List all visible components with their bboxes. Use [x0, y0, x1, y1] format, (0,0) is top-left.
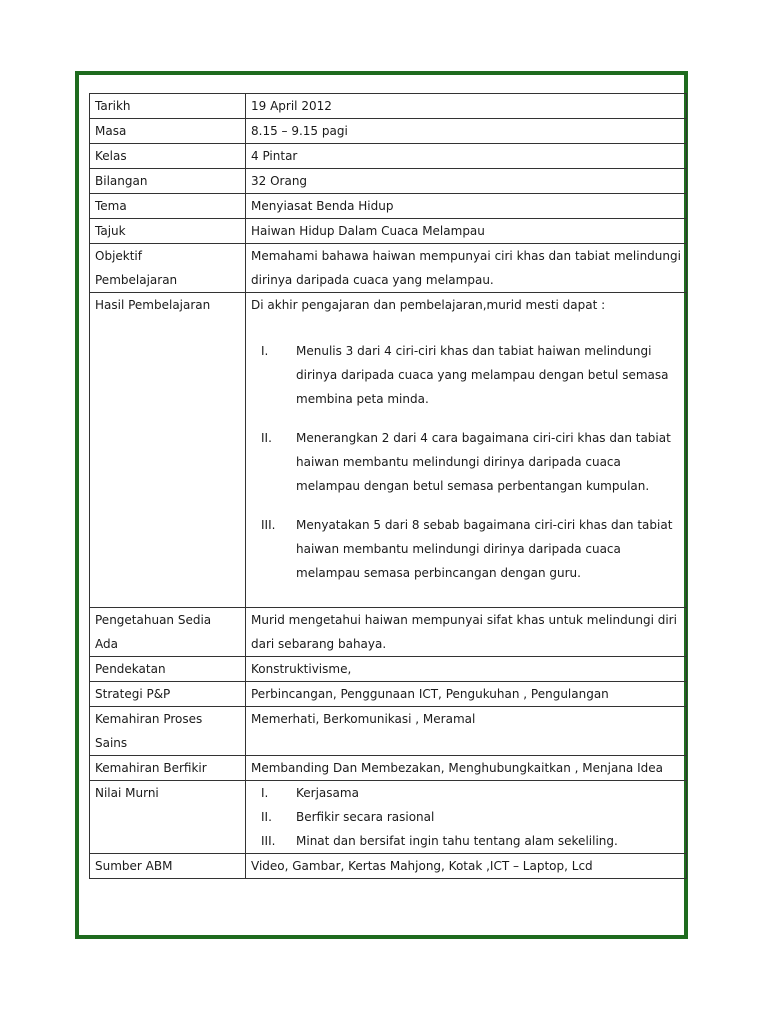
row-berfikir: [90, 756, 687, 781]
label-proses-line2: Sains: [95, 736, 128, 750]
label-berfikir: Kemahiran Berfikir: [90, 756, 246, 781]
row-hasil: [90, 293, 687, 608]
value-strategi: Perbincangan, Penggunaan ICT, Pengukuhan , Pengulangan: [246, 682, 687, 707]
label-proses-line1: Kemahiran Proses: [95, 712, 203, 726]
value-masa: 8.15 – 9.15 pagi: [246, 119, 687, 144]
label-objektif-line2: Pembelajaran: [95, 273, 178, 287]
list-number: III.: [261, 518, 276, 532]
label-objektif-line1: Objektif: [95, 249, 142, 263]
row-objektif: [90, 244, 687, 293]
value-tema: Menyiasat Benda Hidup: [246, 194, 687, 219]
value-hasil: [246, 293, 687, 608]
row-masa: [90, 119, 687, 144]
list-number: I.: [261, 786, 269, 800]
value-pengetahuan: Murid mengetahui haiwan mempunyai sifat khas untuk melindungi diri dari sebarang bahaya.: [246, 608, 687, 657]
list-text: Menerangkan 2 dari 4 cara bagaimana ciri-ciri khas dan tabiat haiwan membantu melindungi dirinya daripada cuaca melampau dengan betul semasa perbentangan kumpulan.: [296, 431, 671, 493]
value-proses: Memerhati, Berkomunikasi , Meramal: [246, 707, 687, 756]
value-berfikir: Membanding Dan Membezakan, Menghubungkaitkan , Menjana Idea: [246, 756, 687, 781]
list-number: II.: [261, 431, 272, 445]
list-number: I.: [261, 344, 269, 358]
row-kelas: [90, 144, 687, 169]
label-sumber: Sumber ABM: [90, 854, 246, 879]
label-nilai: Nilai Murni: [90, 781, 246, 854]
label-bilangan: Bilangan: [90, 169, 246, 194]
value-kelas: 4 Pintar: [246, 144, 687, 169]
value-tajuk: Haiwan Hidup Dalam Cuaca Melampau: [246, 219, 687, 244]
row-tarikh: [90, 94, 687, 119]
list-text: Berfikir secara rasional: [296, 810, 435, 824]
label-hasil: Hasil Pembelajaran: [90, 293, 246, 608]
row-bilangan: [90, 169, 687, 194]
value-pendekatan: Konstruktivisme,: [246, 657, 687, 682]
list-item: [251, 829, 682, 853]
label-tarikh: Tarikh: [90, 94, 246, 119]
list-number: II.: [261, 810, 272, 824]
label-pengetahuan: [90, 608, 246, 657]
value-sumber: Video, Gambar, Kertas Mahjong, Kotak ,ICT – Laptop, Lcd: [246, 854, 687, 879]
label-tema: Tema: [90, 194, 246, 219]
row-strategi: [90, 682, 687, 707]
list-text: Kerjasama: [296, 786, 359, 800]
row-sumber: [90, 854, 687, 879]
list-text: Menyatakan 5 dari 8 sebab bagaimana ciri-ciri khas dan tabiat haiwan membantu melindungi dirinya daripada cuaca melampau semasa perbincangan dengan guru.: [296, 518, 673, 580]
row-tema: [90, 194, 687, 219]
label-tajuk: Tajuk: [90, 219, 246, 244]
value-nilai: [246, 781, 687, 854]
list-item: [251, 426, 682, 498]
label-kelas: Kelas: [90, 144, 246, 169]
list-item: [251, 781, 682, 805]
label-objektif: [90, 244, 246, 293]
document-frame: [75, 71, 688, 939]
row-pendekatan: [90, 657, 687, 682]
value-tarikh: 19 April 2012: [246, 94, 687, 119]
label-masa: Masa: [90, 119, 246, 144]
list-item: [251, 513, 682, 585]
list-item: [251, 805, 682, 829]
value-objektif: Memahami bahawa haiwan mempunyai ciri khas dan tabiat melindungi dirinya daripada cuaca yang melampau.: [246, 244, 687, 293]
label-pengetahuan-line2: Ada: [95, 637, 118, 651]
row-proses: [90, 707, 687, 756]
label-strategi: Strategi P&P: [90, 682, 246, 707]
lesson-plan-table: [89, 93, 687, 879]
list-number: III.: [261, 834, 276, 848]
label-proses: [90, 707, 246, 756]
list-text: Minat dan bersifat ingin tahu tentang alam sekeliling.: [296, 834, 618, 848]
list-text: Menulis 3 dari 4 ciri-ciri khas dan tabiat haiwan melindungi dirinya daripada cuaca yang melampau dengan betul semasa membina peta minda.: [296, 344, 669, 406]
hasil-intro: Di akhir pengajaran dan pembelajaran,murid mesti dapat :: [251, 298, 606, 312]
label-pendekatan: Pendekatan: [90, 657, 246, 682]
row-tajuk: [90, 219, 687, 244]
row-pengetahuan: [90, 608, 687, 657]
list-item: [251, 339, 682, 411]
label-pengetahuan-line1: Pengetahuan Sedia: [95, 613, 212, 627]
value-bilangan: 32 Orang: [246, 169, 687, 194]
row-nilai: [90, 781, 687, 854]
